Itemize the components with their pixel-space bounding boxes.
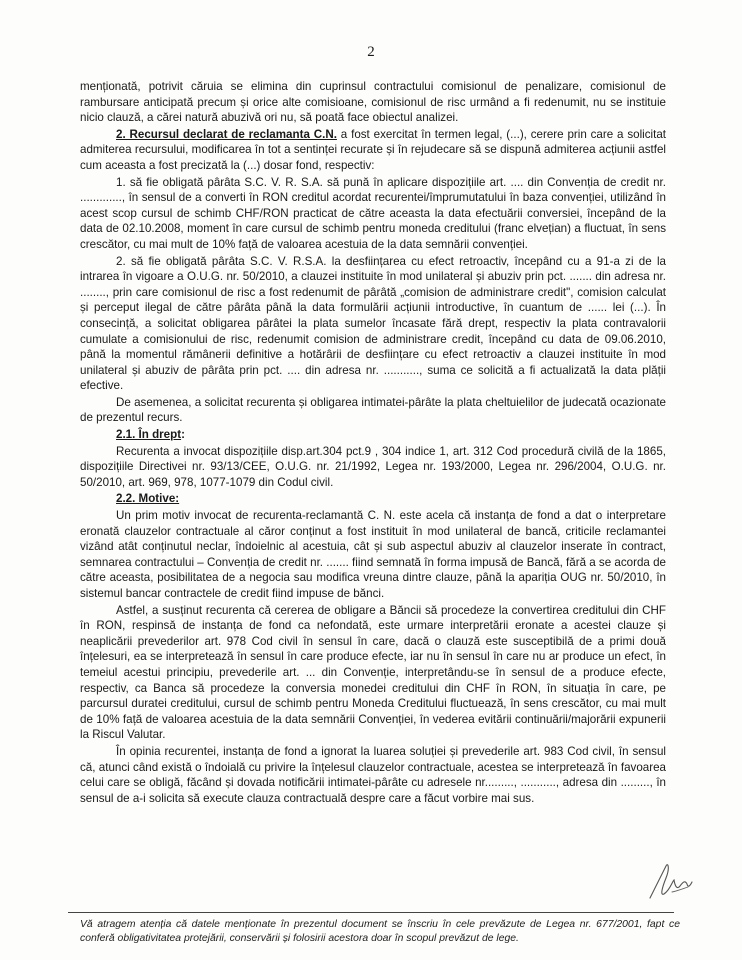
heading-drept-colon: : <box>181 428 185 442</box>
paragraph-recurs <box>80 127 666 174</box>
paragraph-cheltuieli: De asemenea, a solicitat recurenta și obligarea intimatei-pârâte la plata cheltuielilor de judecată ocazionate de prezentul recurs. <box>80 395 666 425</box>
heading-motive-line <box>80 491 666 507</box>
handwritten-signature <box>644 856 696 908</box>
page-number: 2 <box>367 44 375 60</box>
paragraph-drept: Recurenta a invocat dispozițiile disp.art.304 pct.9 , 304 indice 1, art. 312 Cod procedură civilă de la 1865, dispozițiile Directivei nr. 93/13/CEE, O.U.G. nr. 21/1992, Legea nr. 193/2000, Legea nr. 296/2004, O.U.G. nr. 50/2010, art. 969, 978, 1077-1079 din Codul civil. <box>80 444 666 489</box>
paragraph-motiv-2: Astfel, a susținut recurenta că cererea de obligare a Băncii să procedeze la convertirea creditului din CHF în RON, respinsă de instanța de fond ca nefondată, este urmare interpretării eronate a acestei clauze și neaplicării prevederilor art. 978 Cod civil în sensul în care, dacă o clauză este susceptibilă de a primi două înțelesuri, ea se interpretează în sensul în care produce efecte, iar nu în sensul în care nu ar produce un efect, în temeiul acestui principiu, prevederile art. ... din Convenție, interpretându-se în sensul de a produce efecte, respectiv, ca Banca să procedeze la conversia monedei creditului din CHF în RON, în situația în care, pe parcursul duratei creditului, cursul de schimb pentru Moneda Creditului fluctuează, în sens crescător, cu mai mult de 10% față de valoarea acestuia de la data semnării Convenției, în vederea evitării continuării/majorării expunerii la Riscul Valutar. <box>80 603 666 742</box>
paragraph-point-1: 1. să fie obligată pârâta S.C. V. R. S.A. să pună în aplicare dispozițiile art. .... din Convenția de credit nr. ............., în sensul de a converti în RON creditul acordat recurentei/împrumutatului în baza convenției, utilizând în acest scop cursul de schimb CHF/RON practicat de către aceasta la data efectuării conversiei, începând de la data de 02.10.2008, moment în care cursul de schimb pentru moneda creditului (franc elvețian) a fluctuat, în sens crescător, cu mai mult de 10% față de valoarea acestuia de la data semnării convenției. <box>80 175 666 251</box>
paragraph-motiv-1: Un prim motiv invocat de recurenta-reclamantă C. N. este acela că instanța de fond a dat o interpretare eronată clauzelor contractuale al căror conținut a fost instituit în mod unilateral de bancă, criticile reclamantei vizând atât conținutul neclar, îndoielnic al acestuia, cât și sub aspectul abuziv al clauzelor inserate în contract, semnarea contractului – Convenția de credit nr. ....... fiind semnată în forma impusă de Bancă, fără a se acorda de către aceasta, posibilitatea de a negocia sau modifica vreuna dintre clauze, până la apariția OUG nr. 50/2010, în sistemul bancar contractele de credit fiind impuse de bănci. <box>80 509 666 600</box>
paragraph-point-2: 2. să fie obligată pârâta S.C. V. R.S.A. la desființarea cu efect retroactiv, începând cu a 91-a zi de la intrarea în vigoare a O.U.G. nr. 50/2010, a clauzei instituite în mod unilateral și abuziv prin pct. ....... din adresa nr. ........, prin care comisionul de risc a fost redenumit de pârâtă „comision de administrare credit", comision calculat și perceput ilegal de către pârâta până la data formulării acțiunii introductive, în cuantum de ...... lei (...). În consecință, a solicitat obligarea pârâtei la plata sumelor încasate fără drept, respectiv la plata contravalorii cumulate a comisionului de risc, redenumit comision de administrare credit, începând cu data de 09.06.2010, până la momentul rămânerii definitive a hotărârii de desființare cu efect retroactiv a clauzei instituite în mod unilateral și abuziv de pârâta prin pct. .... din adresa nr. ..........., suma ce solicită a fi actualizată la data plății efective. <box>80 254 666 393</box>
heading-motive: 2.2. Motive: <box>116 492 180 506</box>
heading-drept-line <box>80 427 666 443</box>
document-body <box>80 79 666 807</box>
heading-drept: 2.1. În drept <box>116 428 182 442</box>
heading-recurs: 2. Recursul declarat de reclamanta C.N. <box>116 127 337 141</box>
paragraph-motiv-3: În opinia recurentei, instanța de fond a ignorat la luarea soluției și prevederile art. 983 Cod civil, în sensul că, atunci când există o îndoială cu privire la înțelesul clauzelor contractuale, acestea se interpretează în favoarea celui care se obligă, făcând și dovada notificării intimatei-pârâte cu adresele nr........., ..........., adresa din ........., în sensul de a-i solicita să execute clauza contractuală despre care a făcut vorbire mai sus. <box>80 744 666 805</box>
paragraph-intro: menționată, potrivit căruia se elimina din cuprinsul contractului comisionul de penalizare, comisionul de rambursare anticipată precum și orice alte comisioane, comisionul de risc urmând a fi redenumit, nu se instituie nicio clauză, a cărei natură abuzivă ori nu, să poată face obiectul analizei. <box>80 80 666 125</box>
footer-notice: Vă atragem atenția că datele menționate în prezentul document se înscriu în cele prevăzute de Legea nr. 677/2001, fapt ce conferă obligativitatea protejării, conservării și folosirii acestora doar în scopul prevăzut de lege. <box>80 919 680 944</box>
paragraph-recurs-text: a fost exercitat în termen legal, (...), cerere prin care a solicitat admiterea recursului, modificarea în tot a sentinței recurate și în rejudecare să se dispună admiterea acțiunii astfel cum aceasta a fost precizată la (...) dosar fond, respectiv: <box>80 127 666 172</box>
footer-divider <box>68 912 674 913</box>
